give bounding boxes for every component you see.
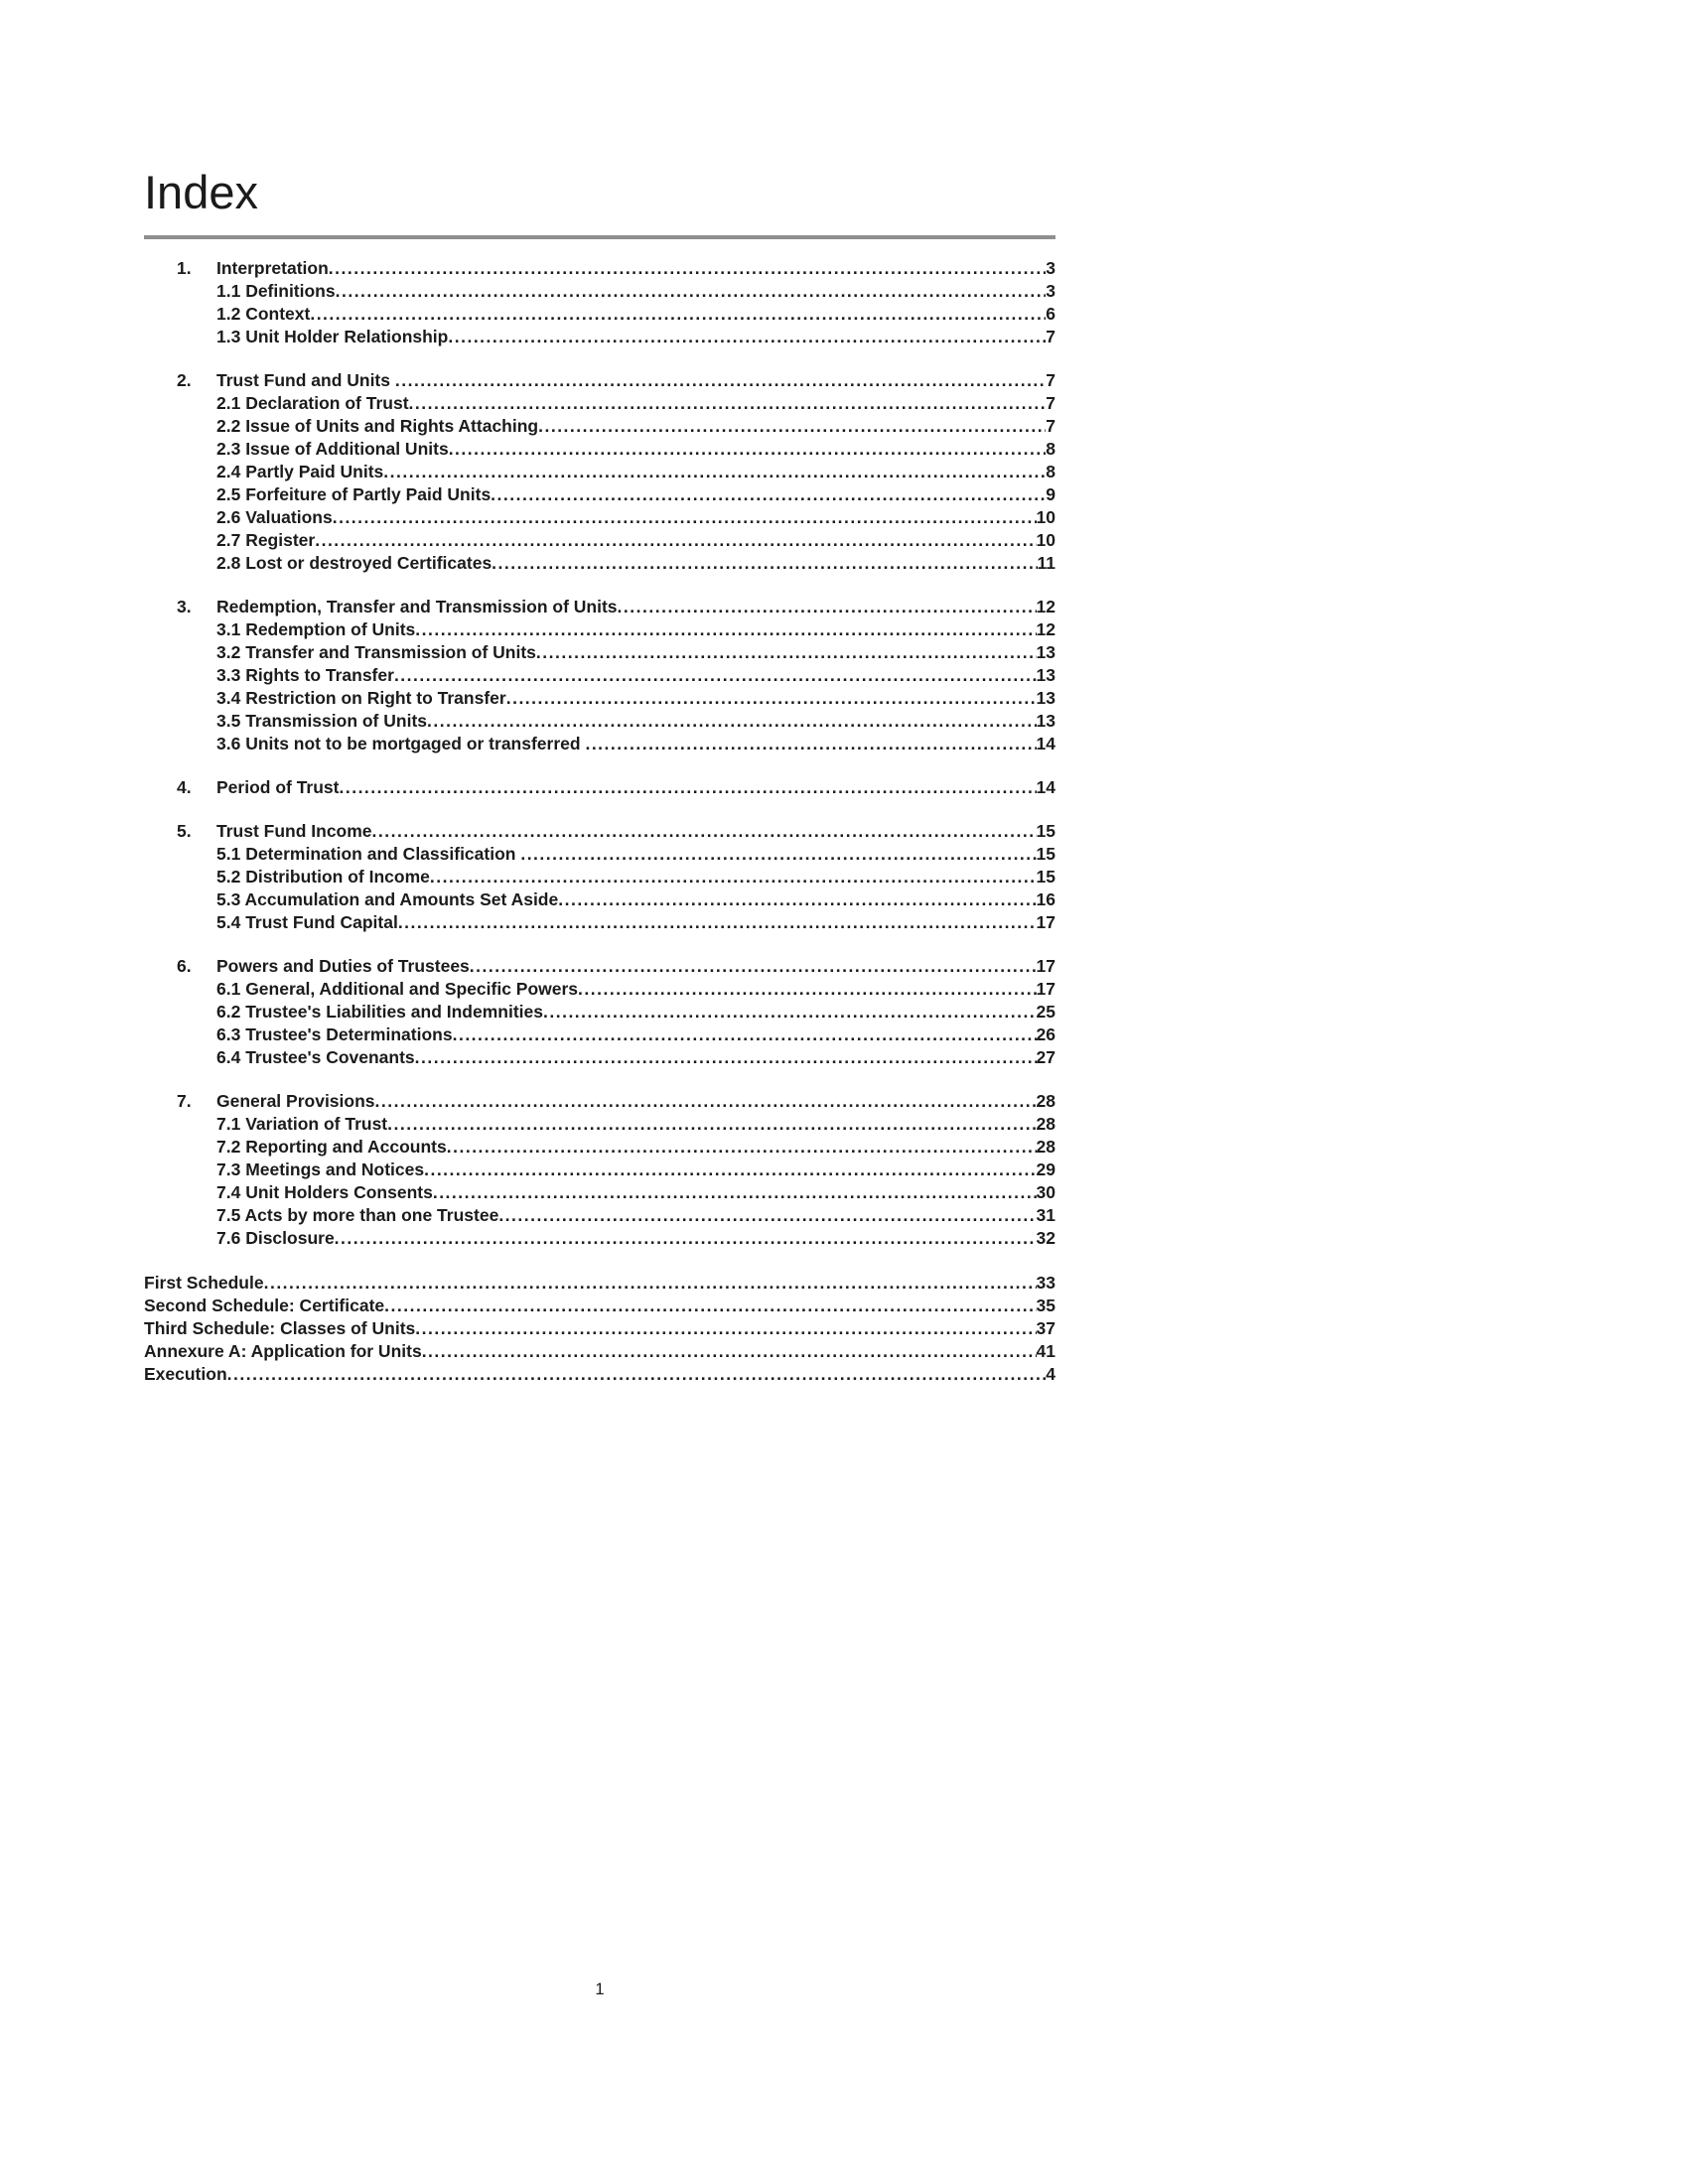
dot-leader xyxy=(506,687,1037,710)
toc-section xyxy=(144,776,1055,799)
dot-leader xyxy=(424,1159,1036,1181)
toc-sub-entry xyxy=(144,978,1055,1001)
entry-page-number: 3 xyxy=(1046,257,1055,278)
back-matter-entry xyxy=(144,1272,1055,1295)
toc-section-entry xyxy=(144,955,1055,978)
entry-title: 5.2 Distribution of Income xyxy=(216,866,430,887)
dot-leader xyxy=(383,461,1046,483)
toc-sub-entry xyxy=(144,1001,1055,1024)
entry-title: General Provisions xyxy=(216,1090,375,1111)
toc-sub-entry xyxy=(144,506,1055,529)
entry-title: Trust Fund and Units xyxy=(216,369,395,390)
entry-title: 7.6 Disclosure xyxy=(216,1227,335,1248)
entry-page-number: 15 xyxy=(1036,843,1055,864)
table-of-contents xyxy=(144,257,1055,1250)
entry-title: Annexure A: Application for Units xyxy=(144,1340,422,1361)
back-matter-entry xyxy=(144,1340,1055,1363)
toc-sub-entry xyxy=(144,529,1055,552)
dot-leader xyxy=(310,303,1046,326)
dot-leader xyxy=(372,820,1037,843)
entry-title: Interpretation xyxy=(216,257,329,278)
entry-title: 6.1 General, Additional and Specific Powers xyxy=(216,978,579,999)
dot-leader xyxy=(335,1227,1037,1250)
entry-page-number: 31 xyxy=(1036,1204,1055,1225)
dot-leader xyxy=(375,1090,1037,1113)
toc-sub-entry xyxy=(144,326,1055,348)
entry-page-number: 25 xyxy=(1036,1001,1055,1022)
toc-sub-entry xyxy=(144,552,1055,575)
toc-sub-entry xyxy=(144,303,1055,326)
toc-sub-entry xyxy=(144,461,1055,483)
entry-page-number: 32 xyxy=(1036,1227,1055,1248)
toc-sub-entry xyxy=(144,866,1055,888)
dot-leader xyxy=(415,1317,1036,1340)
dot-leader xyxy=(422,1340,1037,1363)
toc-sub-entry xyxy=(144,483,1055,506)
entry-title: Third Schedule: Classes of Units xyxy=(144,1317,416,1338)
entry-title: 3.4 Restriction on Right to Transfer xyxy=(216,687,506,708)
entry-title: Execution xyxy=(144,1363,227,1384)
entry-title: 2.4 Partly Paid Units xyxy=(216,461,384,481)
dot-leader xyxy=(453,1024,1037,1046)
entry-page-number: 29 xyxy=(1036,1159,1055,1179)
toc-sub-entry xyxy=(144,733,1055,755)
entry-number: 2. xyxy=(177,369,192,390)
toc-sub-entry xyxy=(144,1204,1055,1227)
dot-leader xyxy=(578,978,1036,1001)
entry-page-number: 7 xyxy=(1046,326,1055,346)
entry-title: 1.1 Definitions xyxy=(216,280,336,301)
back-matter-entry xyxy=(144,1317,1055,1340)
dot-leader xyxy=(339,776,1036,799)
toc-section xyxy=(144,955,1055,1069)
entry-title: 3.5 Transmission of Units xyxy=(216,710,427,731)
entry-title: 3.3 Rights to Transfer xyxy=(216,664,394,685)
entry-title: 2.2 Issue of Units and Rights Attaching xyxy=(216,415,539,436)
toc-sub-entry xyxy=(144,641,1055,664)
dot-leader xyxy=(336,280,1047,303)
entry-title: 2.3 Issue of Additional Units xyxy=(216,438,449,459)
entry-page-number: 16 xyxy=(1036,888,1055,909)
entry-title: Powers and Duties of Trustees xyxy=(216,955,470,976)
dot-leader xyxy=(520,843,1036,866)
toc-sub-entry xyxy=(144,911,1055,934)
dot-leader xyxy=(491,483,1046,506)
entry-number: 1. xyxy=(177,257,192,278)
entry-number: 4. xyxy=(177,776,192,797)
toc-sub-entry xyxy=(144,280,1055,303)
toc-section-entry xyxy=(144,1090,1055,1113)
entry-title: 5.3 Accumulation and Amounts Set Aside xyxy=(216,888,559,909)
dot-leader xyxy=(543,1001,1037,1024)
entry-title: 3.6 Units not to be mortgaged or transferred xyxy=(216,733,586,753)
dot-leader xyxy=(449,438,1047,461)
entry-title: First Schedule xyxy=(144,1272,264,1293)
dot-leader xyxy=(333,506,1037,529)
dot-leader xyxy=(427,710,1037,733)
toc-section-entry xyxy=(144,257,1055,280)
entry-page-number: 9 xyxy=(1046,483,1055,504)
entry-page-number: 13 xyxy=(1036,710,1055,731)
toc-sub-entry xyxy=(144,415,1055,438)
entry-page-number: 8 xyxy=(1046,438,1055,459)
dot-leader xyxy=(409,392,1047,415)
entry-page-number: 10 xyxy=(1036,529,1055,550)
dot-leader xyxy=(536,641,1037,664)
dot-leader xyxy=(264,1272,1037,1295)
entry-page-number: 17 xyxy=(1036,911,1055,932)
back-matter-entry xyxy=(144,1295,1055,1317)
entry-page-number: 30 xyxy=(1036,1181,1055,1202)
page-title: Index xyxy=(144,166,258,218)
dot-leader xyxy=(433,1181,1037,1204)
entry-page-number: 28 xyxy=(1036,1136,1055,1157)
toc-sub-entry xyxy=(144,1024,1055,1046)
dot-leader xyxy=(492,552,1037,575)
toc-sub-entry xyxy=(144,687,1055,710)
back-matter-list xyxy=(144,1272,1055,1386)
entry-title: Trust Fund Income xyxy=(216,820,372,841)
dot-leader xyxy=(558,888,1036,911)
document-content xyxy=(144,167,1055,1386)
entry-page-number: 6 xyxy=(1046,303,1055,324)
entry-title: 2.8 Lost or destroyed Certificates xyxy=(216,552,492,573)
dot-leader xyxy=(618,596,1037,618)
dot-leader xyxy=(394,664,1037,687)
entry-title: 2.1 Declaration of Trust xyxy=(216,392,409,413)
entry-page-number: 12 xyxy=(1036,596,1055,616)
toc-section-entry xyxy=(144,776,1055,799)
toc-sub-entry xyxy=(144,1136,1055,1159)
entry-page-number: 10 xyxy=(1036,506,1055,527)
entry-page-number: 15 xyxy=(1036,866,1055,887)
entry-page-number: 8 xyxy=(1046,461,1055,481)
toc-section-entry xyxy=(144,596,1055,618)
entry-page-number: 27 xyxy=(1036,1046,1055,1067)
entry-page-number: 7 xyxy=(1046,392,1055,413)
entry-title: 1.2 Context xyxy=(216,303,311,324)
entry-title: 1.3 Unit Holder Relationship xyxy=(216,326,449,346)
entry-title: 6.2 Trustee's Liabilities and Indemnities xyxy=(216,1001,543,1022)
dot-leader xyxy=(447,1136,1037,1159)
entry-title: 6.3 Trustee's Determinations xyxy=(216,1024,453,1044)
entry-title: Second Schedule: Certificate xyxy=(144,1295,385,1315)
dot-leader xyxy=(387,1113,1036,1136)
entry-page-number: 26 xyxy=(1036,1024,1055,1044)
entry-page-number: 4 xyxy=(1046,1363,1055,1384)
dot-leader xyxy=(395,369,1046,392)
entry-page-number: 35 xyxy=(1036,1295,1055,1315)
entry-title: 2.7 Register xyxy=(216,529,316,550)
toc-section-entry xyxy=(144,369,1055,392)
entry-page-number: 13 xyxy=(1036,664,1055,685)
entry-page-number: 33 xyxy=(1036,1272,1055,1293)
entry-page-number: 11 xyxy=(1037,552,1055,573)
toc-sub-entry xyxy=(144,1159,1055,1181)
entry-page-number: 12 xyxy=(1036,618,1055,639)
dot-leader xyxy=(585,733,1036,755)
toc-section xyxy=(144,820,1055,934)
entry-number: 7. xyxy=(177,1090,192,1111)
dot-leader xyxy=(430,866,1037,888)
entry-page-number: 37 xyxy=(1036,1317,1055,1338)
entry-title: 7.5 Acts by more than one Trustee xyxy=(216,1204,499,1225)
entry-title: 2.5 Forfeiture of Partly Paid Units xyxy=(216,483,492,504)
entry-title: Period of Trust xyxy=(216,776,340,797)
entry-page-number: 41 xyxy=(1036,1340,1055,1361)
dot-leader xyxy=(329,257,1046,280)
entry-number: 6. xyxy=(177,955,192,976)
entry-page-number: 13 xyxy=(1036,641,1055,662)
entry-page-number: 3 xyxy=(1046,280,1055,301)
entry-title: 6.4 Trustee's Covenants xyxy=(216,1046,415,1067)
entry-number: 3. xyxy=(177,596,192,616)
entry-title: 5.1 Determination and Classification xyxy=(216,843,521,864)
toc-sub-entry xyxy=(144,1227,1055,1250)
dot-leader xyxy=(227,1363,1047,1386)
back-matter-entry xyxy=(144,1363,1055,1386)
entry-title: 7.2 Reporting and Accounts xyxy=(216,1136,447,1157)
entry-page-number: 28 xyxy=(1036,1090,1055,1111)
dot-leader xyxy=(498,1204,1036,1227)
entry-title: 5.4 Trust Fund Capital xyxy=(216,911,398,932)
dot-leader xyxy=(448,326,1046,348)
entry-number: 5. xyxy=(177,820,192,841)
toc-sub-entry xyxy=(144,664,1055,687)
entry-title: 7.3 Meetings and Notices xyxy=(216,1159,425,1179)
entry-page-number: 28 xyxy=(1036,1113,1055,1134)
entry-title: 7.1 Variation of Trust xyxy=(216,1113,388,1134)
dot-leader xyxy=(384,1295,1036,1317)
entry-title: 7.4 Unit Holders Consents xyxy=(216,1181,433,1202)
toc-section xyxy=(144,1090,1055,1250)
entry-title: 2.6 Valuations xyxy=(216,506,333,527)
entry-page-number: 17 xyxy=(1036,978,1055,999)
dot-leader xyxy=(470,955,1037,978)
toc-sub-entry xyxy=(144,1113,1055,1136)
title-rule xyxy=(144,235,1055,239)
toc-sub-entry xyxy=(144,392,1055,415)
toc-section xyxy=(144,596,1055,755)
toc-sub-entry xyxy=(144,1046,1055,1069)
footer-page-number: 1 xyxy=(595,1980,605,1998)
toc-sub-entry xyxy=(144,710,1055,733)
entry-page-number: 14 xyxy=(1036,733,1055,753)
toc-sub-entry xyxy=(144,1181,1055,1204)
entry-title: Redemption, Transfer and Transmission of Units xyxy=(216,596,618,616)
entry-page-number: 17 xyxy=(1036,955,1055,976)
dot-leader xyxy=(415,1046,1037,1069)
entry-page-number: 7 xyxy=(1046,369,1055,390)
toc-section xyxy=(144,369,1055,575)
toc-sub-entry xyxy=(144,843,1055,866)
dot-leader xyxy=(398,911,1037,934)
dot-leader xyxy=(538,415,1046,438)
toc-sub-entry xyxy=(144,438,1055,461)
entry-page-number: 15 xyxy=(1036,820,1055,841)
dot-leader xyxy=(315,529,1036,552)
entry-title: 3.2 Transfer and Transmission of Units xyxy=(216,641,536,662)
entry-page-number: 14 xyxy=(1036,776,1055,797)
entry-title: 3.1 Redemption of Units xyxy=(216,618,416,639)
toc-sub-entry xyxy=(144,888,1055,911)
toc-section-entry xyxy=(144,820,1055,843)
toc-sub-entry xyxy=(144,618,1055,641)
entry-page-number: 13 xyxy=(1036,687,1055,708)
toc-section xyxy=(144,257,1055,348)
dot-leader xyxy=(415,618,1036,641)
entry-page-number: 7 xyxy=(1046,415,1055,436)
